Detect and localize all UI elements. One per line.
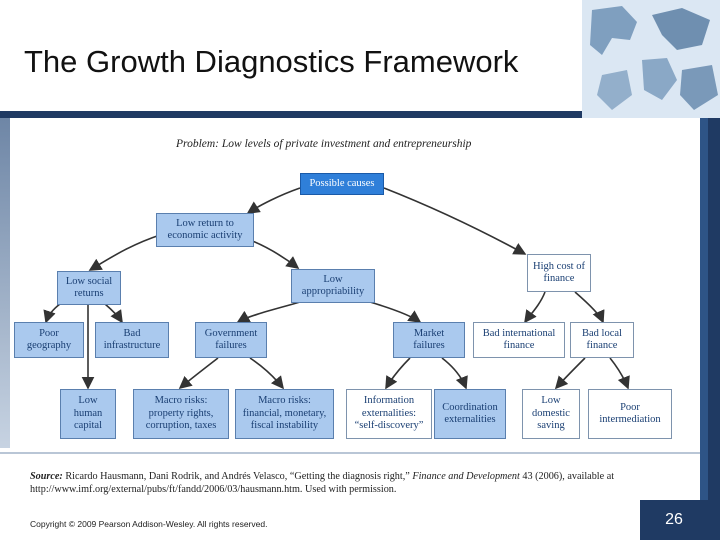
arrow-approp-to-market (370, 302, 420, 322)
problem-statement: Problem: Low levels of private investment and entrepreneurship (176, 138, 472, 150)
node-poor-intermediation: Poor intermediation (588, 389, 672, 439)
node-market-failures: Market failures (393, 322, 465, 358)
source-citation (30, 470, 670, 496)
source-rest: 43 (2006), available at http://www.imf.org/external/pubs/ft/fandd/2006/03/hausmann.htm. Used with permission. (30, 471, 615, 495)
node-information-externalities: Information externalities: “self-discovery” (346, 389, 432, 439)
arrow-finance-to-intl (525, 292, 545, 322)
slide-title: The Growth Diagnostics Framework (24, 44, 519, 79)
copyright-notice: Copyright © 2009 Pearson Addison-Wesley. All rights reserved. (30, 519, 268, 529)
node-government-failures: Government failures (195, 322, 267, 358)
source-label: Source: (30, 471, 63, 482)
arrow-lowreturn-to-approp (250, 240, 298, 268)
node-macro-risks-financial: Macro risks: financial, monetary, fiscal instability (235, 389, 334, 439)
node-low-social-returns: Low social returns (57, 271, 121, 305)
arrow-approp-to-govt (238, 302, 300, 322)
node-bad-international-finance: Bad international finance (473, 322, 565, 358)
node-low-domestic-saving: Low domestic saving (522, 389, 580, 439)
arrow-govt-to-property (180, 358, 218, 388)
node-coordination-externalities: Coordination externalities (434, 389, 506, 439)
arrow-govt-to-financial (250, 358, 283, 388)
arrow-local-to-intermediation (610, 358, 628, 388)
node-poor-geography: Poor geography (14, 322, 84, 358)
arrow-causes-to-lowreturn (248, 188, 300, 213)
page-number: 26 (665, 511, 683, 528)
node-possible-causes: Possible causes (300, 173, 384, 195)
source-text: Ricardo Hausmann, Dani Rodrik, and Andrés Velasco, “Getting the diagnosis right,” (62, 471, 413, 482)
arrow-finance-to-local (575, 292, 603, 322)
source-divider (0, 452, 700, 454)
node-low-return: Low return to economic activity (156, 213, 254, 247)
node-low-human-capital: Low human capital (60, 389, 116, 439)
page-number-box (640, 500, 708, 540)
arrow-market-to-coord (442, 358, 466, 388)
arrow-market-to-info (386, 358, 410, 388)
arrow-social-to-infra (105, 304, 122, 322)
node-bad-local-finance: Bad local finance (570, 322, 634, 358)
arrow-lowreturn-to-social (90, 235, 160, 270)
node-low-appropriability: Low appropriability (291, 269, 375, 303)
node-bad-infrastructure: Bad infrastructure (95, 322, 169, 358)
arrow-social-to-geography (46, 304, 60, 322)
node-high-cost-finance: High cost of finance (527, 254, 591, 292)
node-macro-risks-property: Macro risks: property rights, corruption, taxes (133, 389, 229, 439)
arrow-local-to-saving (556, 358, 585, 388)
source-journal: Finance and Development (412, 471, 520, 482)
arrow-causes-to-finance (384, 188, 525, 254)
